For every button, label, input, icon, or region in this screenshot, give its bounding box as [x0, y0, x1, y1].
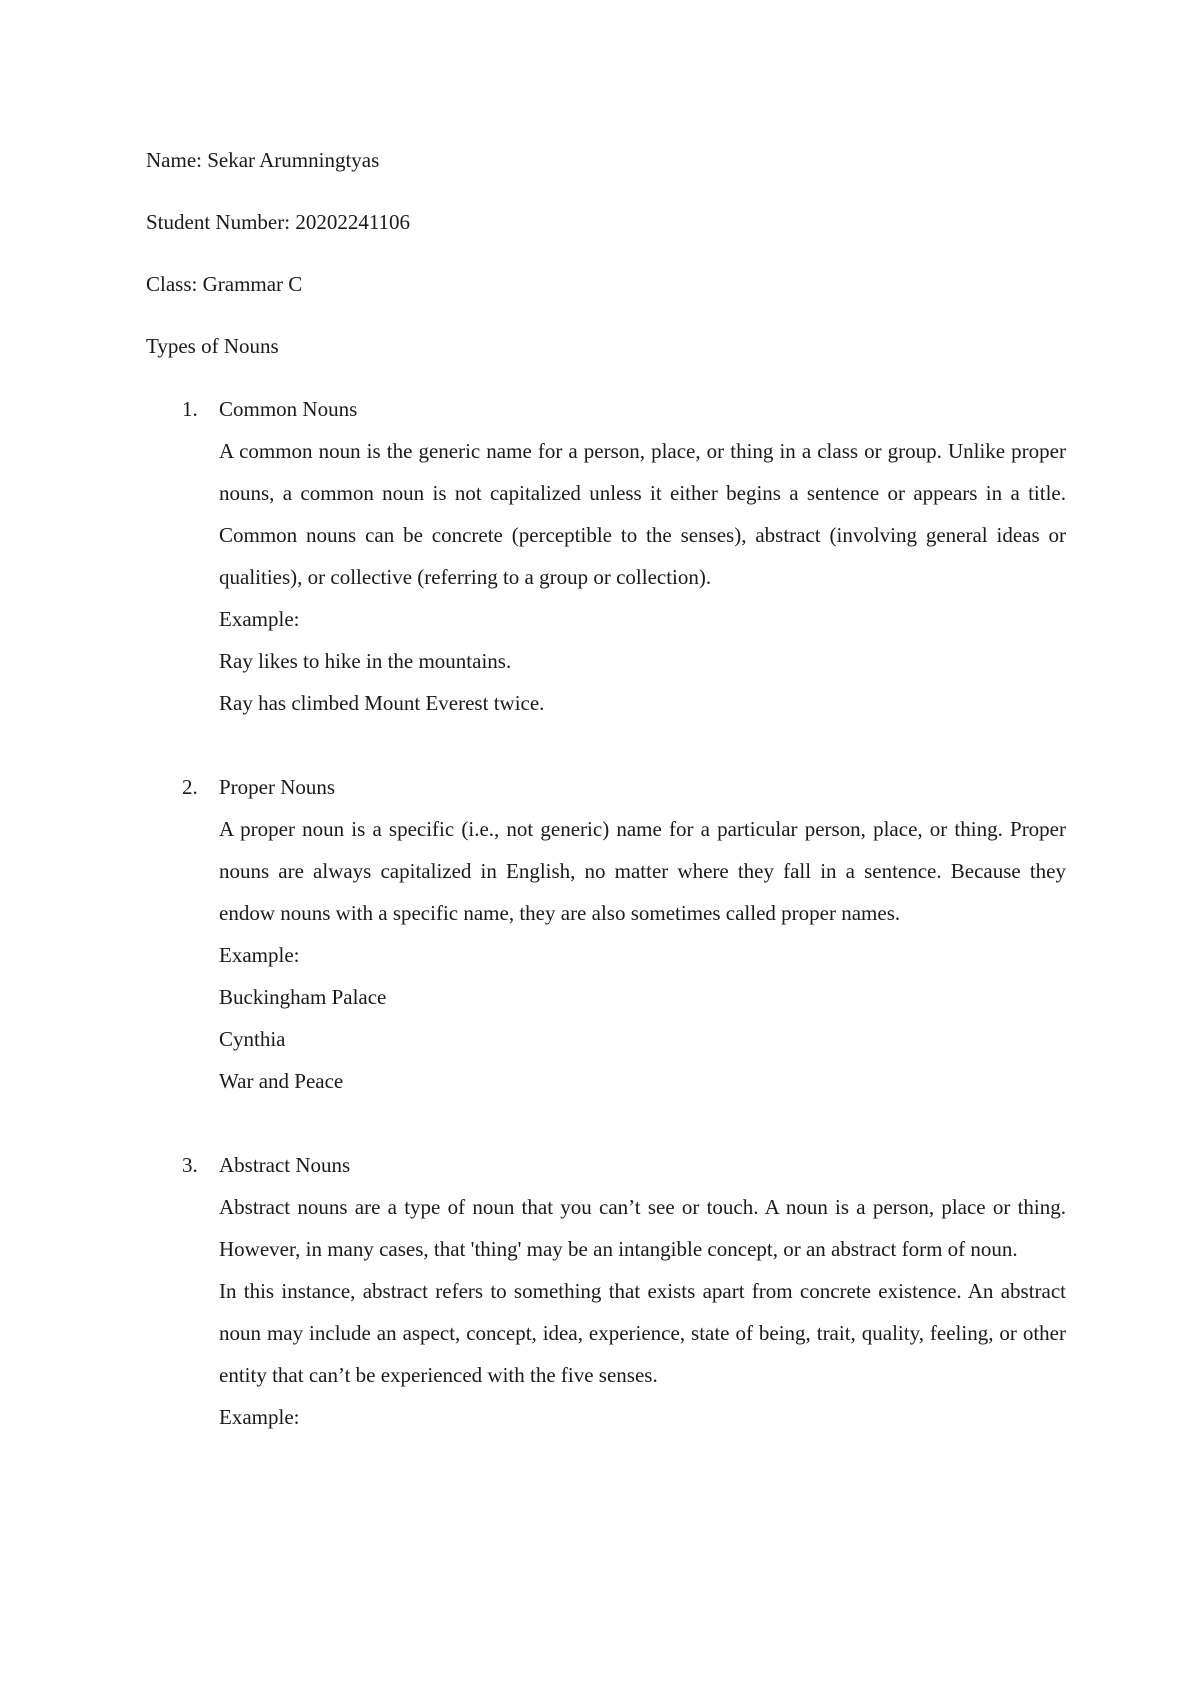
section-title: Types of Nouns: [146, 334, 279, 358]
student-number: Student Number: 20202241106: [146, 210, 411, 234]
item-paragraph: Abstract nouns are a type of noun that you can’t see or touch. A noun is a person, place or thing. However, in many cases, that 'thing' may be an intangible concept, or an abstract form of noun.: [219, 1195, 1066, 1261]
example-label: Example:: [219, 1405, 300, 1429]
list-item-common-nouns: [146, 388, 1066, 724]
class-name: Class: Grammar C: [146, 272, 303, 296]
item-paragraph-2: In this instance, abstract refers to something that exists apart from concrete existence. An abstract noun may include an aspect, concept, idea, experience, state of being, trait, quality, feeling, or other entity that can’t be experienced with the five senses.: [219, 1279, 1066, 1387]
item-paragraph: A proper noun is a specific (i.e., not generic) name for a particular person, place, or thing. Proper nouns are always capitalized in English, no matter where they fall in a sentence. Because they endow nouns with a specific name, they are also sometimes called proper names.: [219, 817, 1066, 925]
list-number: 1.: [182, 397, 198, 421]
example-label: Example:: [219, 607, 300, 631]
student-name: Name: Sekar Arumningtyas: [146, 148, 380, 172]
example-line: War and Peace: [219, 1069, 344, 1093]
item-title: Common Nouns: [219, 397, 358, 421]
example-line: Cynthia: [219, 1027, 286, 1051]
item-title: Proper Nouns: [219, 775, 336, 799]
list-item-abstract-nouns: [146, 1144, 1066, 1438]
example-line: Ray likes to hike in the mountains.: [219, 649, 512, 673]
item-title: Abstract Nouns: [219, 1153, 351, 1177]
student-info: [146, 139, 1066, 387]
example-line: Buckingham Palace: [219, 985, 387, 1009]
example-line: Ray has climbed Mount Everest twice.: [219, 691, 545, 715]
list-number: 2.: [182, 775, 198, 799]
noun-types-list: [146, 388, 1066, 1438]
example-label: Example:: [219, 943, 300, 967]
item-paragraph: A common noun is the generic name for a person, place, or thing in a class or group. Unlike proper nouns, a common noun is not capitalized unless it either begins a sentence or appears in a title. Common nouns can be concrete (perceptible to the senses), abstract (involving general ideas or qualities), or collective (referring to a group or collection).: [219, 439, 1066, 589]
list-number: 3.: [182, 1153, 198, 1177]
list-item-proper-nouns: [146, 766, 1066, 1102]
